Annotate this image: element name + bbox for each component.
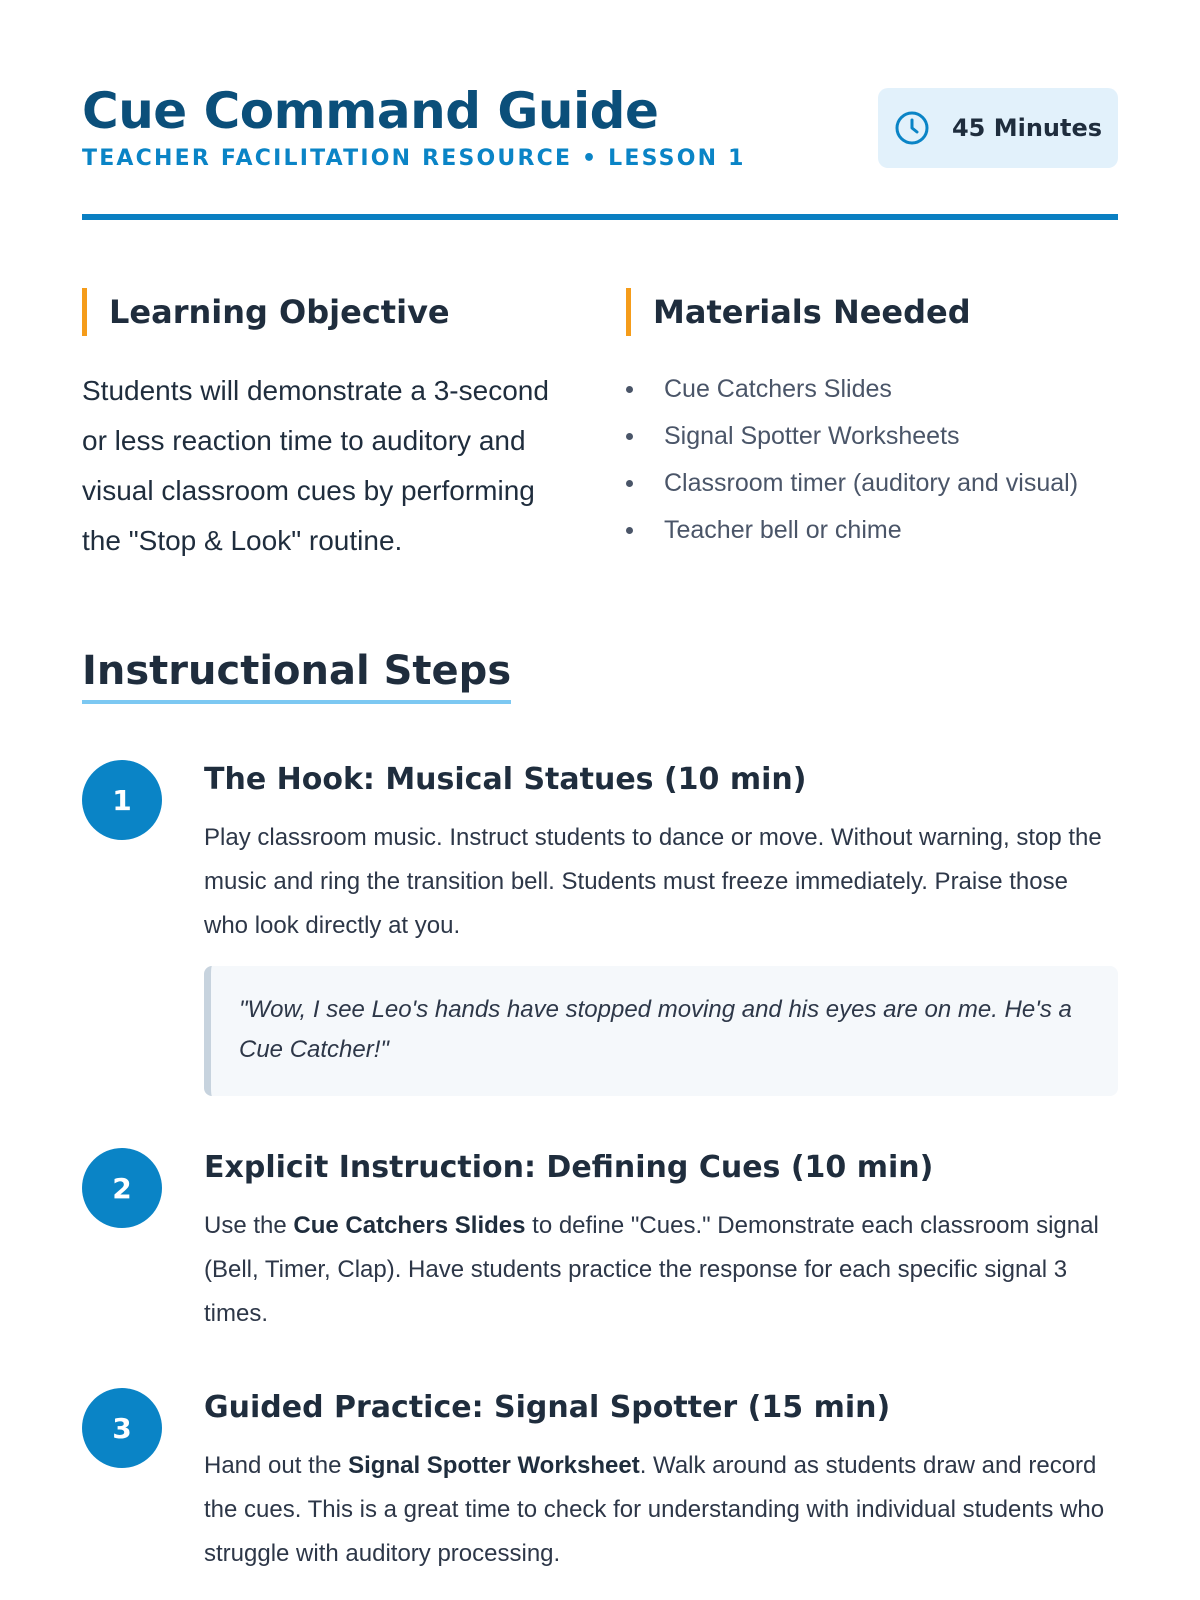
- materials-item: Signal Spotter Worksheets: [626, 413, 1118, 460]
- step-number-badge: 3: [82, 1388, 162, 1468]
- objective-text: Students will demonstrate a 3-second or less reaction time to auditory and visual classroom cues by performing the "Stop & Look" routine.: [82, 375, 549, 556]
- materials-list: [626, 366, 1118, 554]
- step-text: [204, 1444, 1118, 1576]
- materials-section: [626, 288, 1118, 566]
- page-header: [82, 80, 1118, 220]
- step-text-part: Use the: [204, 1212, 294, 1239]
- step-item: [82, 1148, 1118, 1336]
- step-number-badge: 1: [82, 760, 162, 840]
- step-text-emphasis: Cue Catchers Slides: [293, 1212, 526, 1239]
- step-text-part: Hand out the: [204, 1452, 349, 1479]
- step-item: [82, 760, 1118, 1096]
- step-text: [204, 1204, 1118, 1336]
- steps-heading: Instructional Steps: [82, 646, 511, 704]
- materials-item: Classroom timer (auditory and visual): [626, 460, 1118, 507]
- duration-label: 45 Minutes: [951, 114, 1103, 142]
- materials-item: Cue Catchers Slides: [626, 366, 1118, 413]
- step-title: The Hook: Musical Statues (10 min): [204, 762, 807, 797]
- materials-item: Teacher bell or chime: [626, 507, 1118, 554]
- materials-heading: Materials Needed: [626, 288, 1118, 336]
- clock-icon: [894, 110, 930, 146]
- teacher-quote: "Wow, I see Leo's hands have stopped moving and his eyes are on me. He's a Cue Catcher!": [204, 966, 1118, 1096]
- step-text-emphasis: Signal Spotter Worksheet: [348, 1452, 640, 1479]
- objective-section: [82, 288, 574, 566]
- page-title: Cue Command Guide: [82, 82, 659, 140]
- step-title: Guided Practice: Signal Spotter (15 min): [204, 1390, 891, 1425]
- duration-badge: [878, 88, 1118, 168]
- step-text-part: to define "Cues." Demonstrate each classroom signal (Bell, Timer, Clap). Have students practice the response for each specific signal 3 times.: [204, 1212, 1099, 1327]
- overview-columns: [82, 288, 1118, 566]
- step-number-badge: 2: [82, 1148, 162, 1228]
- step-text: Play classroom music. Instruct students to dance or move. Without warning, stop the music and ring the transition bell. Students must freeze immediately. Praise those who look directly at you.: [204, 824, 1102, 939]
- step-title: Explicit Instruction: Defining Cues (10 min): [204, 1150, 934, 1185]
- page-subtitle: TEACHER FACILITATION RESOURCE • LESSON 1: [82, 146, 746, 171]
- objective-heading: Learning Objective: [82, 288, 574, 336]
- step-text-part: . Walk around as students draw and record the cues. This is a great time to check for understanding with individual students who struggle with auditory processing.: [204, 1452, 1105, 1567]
- steps-list: [82, 760, 1118, 1576]
- step-item: [82, 1388, 1118, 1576]
